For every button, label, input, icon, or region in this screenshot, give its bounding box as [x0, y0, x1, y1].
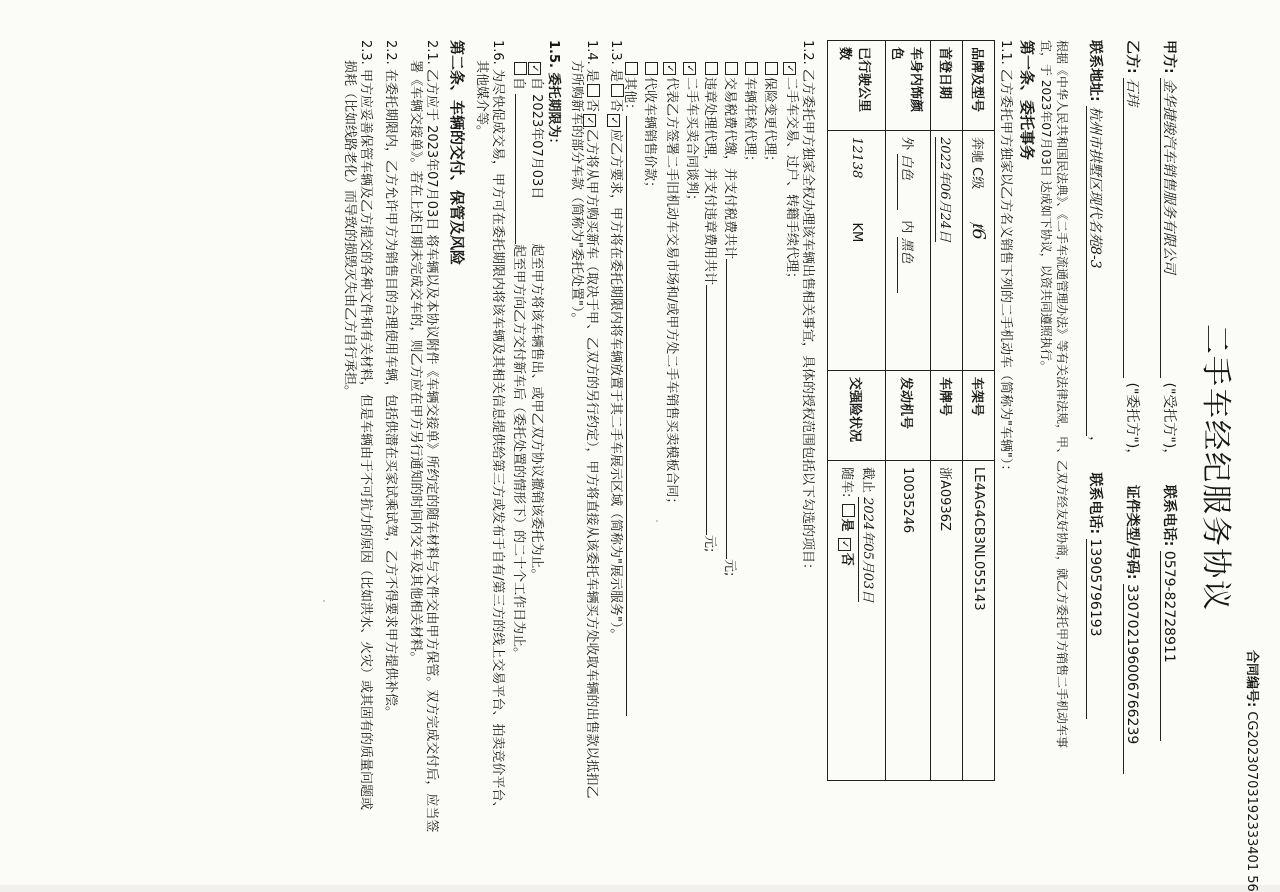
authorization-item-checkbox[interactable]: [705, 62, 718, 75]
insurance-no-checkbox[interactable]: ✓: [839, 538, 852, 551]
authorization-item-label: 车辆年检代理；: [742, 77, 757, 169]
other-blank[interactable]: [626, 116, 627, 716]
clause-1-4-line-1: 1.4. 是否✓乙方将从甲方购买新车（取决于甲、乙双方的另行约定），甲方将直接从该委托车辆买方处收取车辆的出售款以抵扣乙: [584, 40, 599, 799]
clause-1-5-title: 1.5. 委托期限为：: [546, 40, 561, 151]
clause-1-3-yes-checkbox[interactable]: [611, 84, 624, 97]
engine-value: 10035246: [886, 461, 931, 781]
insurance-label: 交强险状况: [828, 371, 886, 461]
contract-number: 合同编号: CG20230703192333401 56: [1244, 650, 1259, 892]
term-option-b-checkbox[interactable]: [514, 62, 527, 75]
plate-label: 车牌号: [931, 371, 963, 461]
color-value: 外 白色 内 黑色: [886, 131, 931, 371]
clause-1-1: 1.1. 乙方委托甲方独家以乙方名义销售下列的二手机动车（简称为"车辆"）：: [998, 40, 1013, 478]
authorization-item-checkbox[interactable]: ✓: [683, 62, 696, 75]
amount-blank[interactable]: [706, 285, 707, 535]
authorization-item-checkbox[interactable]: [765, 62, 778, 75]
authorization-item: [763, 60, 778, 168]
document-title: 二手车经纪服务协议: [1198, 324, 1233, 612]
clause-1-5-option-a: ✓自 2023年07月03日 起至甲方将该车辆售出、或甲乙双方协议撤销该委托为止。: [528, 60, 543, 581]
currency-unit: 元;: [722, 559, 737, 577]
authorization-item-checkbox[interactable]: ✓: [663, 62, 676, 75]
brand-value: 奔驰 C级 ⱦ6: [963, 131, 995, 371]
clause-2-1-line-1: 2.1. 乙方应于 2023年07月03日 将车辆以及本协议附件《车辆交接单》所约定的随车材料与文件交由甲方保管。双方完成交付后，应当签: [424, 40, 439, 833]
mileage-value: 12138 KM: [828, 131, 886, 371]
scan-speck: [656, 520, 658, 522]
authorization-item-checkbox[interactable]: [745, 62, 758, 75]
clause-2-1-line-2: 署《车辆交接单》。若在上述日期未完成交车的，则乙方应在甲方另行通知的时间内交车及其他相关材料。: [408, 60, 423, 665]
authorization-item-label: 保险变更代理；: [762, 77, 777, 169]
clause-1-4-yes-checkbox[interactable]: [587, 84, 600, 97]
clause-2-3-line-2: 损耗（比如线路老化）而导致的损毁灭失由乙方自行承担。: [342, 60, 357, 399]
authorization-item-label: 其他：: [622, 77, 637, 117]
article-2-title: 第二条、车辆的交付、保管及风险: [448, 40, 466, 266]
authorization-item-label: 二手车买卖合同谈判；: [684, 77, 699, 208]
clause-1-6-line-2: 其他媒介等。: [474, 60, 489, 139]
authorization-item: [743, 60, 758, 168]
reg-date-label: 首登日期: [931, 41, 963, 131]
authorization-item-checkbox[interactable]: [645, 62, 658, 75]
vin-label: 车架号: [963, 371, 995, 461]
vin-value: LE4AG4CB3NL055143: [963, 461, 995, 781]
clause-2-3-line-1: 2.3. 甲方应妥善保管车辆及乙方提交的各种文件和有关材料，但是车辆由于不可抗力的原因（比如洪水、火灾）或其固有的质量问题或: [358, 40, 373, 810]
clause-1-6-line-1: 1.6. 为尽快促成交易，甲方可在委托期限内将该车辆及其相关信息提供给第三方或发布于自有/第三方的线上交易平台、拍卖竞价平台、: [490, 40, 505, 815]
authorization-item-label: 二手车交易、过户、转籍手续代理；: [784, 77, 799, 286]
article-1-title: 第一条、委托事务: [1018, 40, 1036, 161]
party-a-line: 甲方: 金华捷骏汽车销售服务有限公司 ("受托方")， 联系电话: 0579-82728911: [1160, 40, 1176, 741]
party-b-line: 乙方: 石玮 ("委托方")， 证件类型/号码: 330702196006766239: [1123, 40, 1139, 774]
plate-value: 浙A0936Z: [931, 461, 963, 781]
insurance-value: 截止 2024年05月03日 随车: 是 ✓否: [828, 461, 886, 781]
amount-blank[interactable]: [726, 259, 727, 559]
authorization-item-label: 违章处理代理，并支付违章费用共计: [702, 77, 717, 286]
engine-label: 发动机号: [886, 371, 931, 461]
authorization-item-label: 代收车辆销售价款；: [642, 77, 657, 195]
authorization-item-checkbox[interactable]: [625, 62, 638, 75]
brand-scribble: ⱦ6: [968, 223, 989, 240]
clause-1-3-no-checkbox[interactable]: ✓: [607, 114, 620, 127]
clause-1-3: 1.3. 是否✓应乙方要求，甲方将在委托期限内将车辆放置于其二手车展示区域（简称为"展示服务"）。: [608, 40, 623, 642]
authorization-item: [623, 60, 638, 716]
authorization-item: [703, 60, 718, 552]
address-line: 联系地址: 杭州市拱墅区现代名苑8-3， 联系电话: 13905796193: [1086, 40, 1102, 719]
authorization-item: [683, 60, 698, 207]
term-option-a-checkbox[interactable]: ✓: [528, 62, 541, 75]
authorization-item-checkbox[interactable]: [725, 62, 738, 75]
clause-1-4-no-checkbox[interactable]: ✓: [583, 114, 596, 127]
authorization-item: [723, 60, 738, 576]
preamble-line-1: 根据《中华人民共和国民法典》、《二手车流通管理办法》等有关法律法规，甲、乙双方经友好协商，就乙方委托甲方销售二手机动车事: [1055, 40, 1069, 749]
vehicle-info-table: [827, 40, 995, 781]
clause-1-2: 1.2. 乙方委托甲方独家全权办理该车辆出售相关事宜，具体的授权范围包括以下勾选的项目：: [800, 40, 815, 576]
authorization-item: [663, 60, 678, 510]
authorization-item: [783, 60, 798, 285]
preamble-line-2: 宜，于 2023年07月03日 达成如下协议，以资共同遵照执行。: [1039, 40, 1053, 373]
authorization-item: [643, 60, 658, 194]
clause-2-2: 2.2. 在委托期限内，乙方允许甲方为销售目的合理使用车辆，包括供潜在买家试乘试驾，乙方不得要求甲方提供补偿。: [383, 40, 398, 719]
clause-1-4-line-2: 方所购新车的部分车款（简称为"委托处置"）。: [569, 60, 584, 326]
currency-unit: 元;: [702, 535, 717, 553]
mileage-label: 已行驶公里数: [828, 41, 886, 131]
authorization-item-checkbox[interactable]: ✓: [783, 62, 796, 75]
scan-speck: [323, 600, 325, 602]
clause-1-5-option-b: 自 起至甲方向乙方交付新车后（委托处置的情形下）的二十个工作日为止。: [512, 60, 527, 660]
insurance-yes-checkbox[interactable]: [843, 504, 856, 517]
authorization-item-label: 代表乙方签署二手旧机动车交易市场和/或甲方处二手车销售买卖模板合同；: [664, 77, 679, 511]
brand-label: 品牌及型号: [963, 41, 995, 131]
authorization-item-label: 交易税费代缴，并支付税费共计: [722, 77, 737, 260]
color-label: 车身内饰颜色: [886, 41, 931, 131]
reg-date-value: 2022年06月24日: [931, 131, 963, 371]
